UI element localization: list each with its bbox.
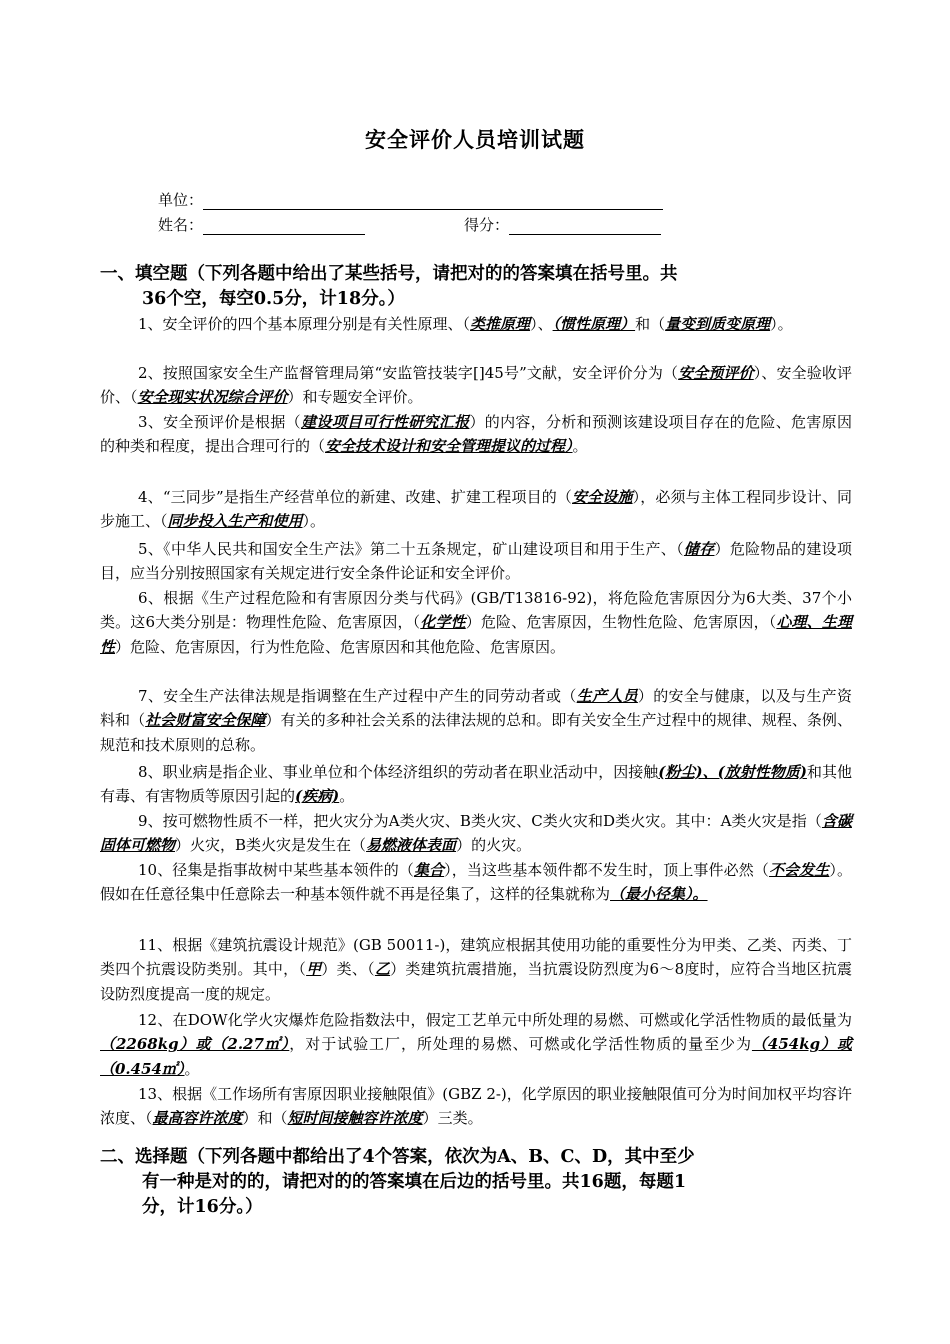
question-text: 和（ xyxy=(635,315,666,333)
question-text: ）的内容，分析和预测该建设项目存在的危险、危害原因的种类和程度，提出合理可行的（ xyxy=(100,413,852,456)
unit-field xyxy=(158,189,663,210)
answer-text: 同步投入生产和使用 xyxy=(167,512,303,531)
question-text: 1、安全评价的四个基本原理分别是有关性原理、（ xyxy=(138,315,471,333)
score-label: 得分： xyxy=(464,216,510,234)
question-text: 9、按可燃物性质不一样，把火灾分为A类火灾、B类火灾、C类火灾和D类火灾。其中：A类火灾是指（ xyxy=(138,812,822,830)
question-text: 。 xyxy=(184,1059,200,1078)
question-text: 2、按照国家安全生产监督管理局第“安监管技装字[]45号”文献，安全评价分为（ xyxy=(138,364,679,382)
question-text: 。 xyxy=(572,437,588,456)
question-text: 12、在DOW化学火灾爆炸危险指数法中，假定工艺单元中所处理的易燃、可燃或化学活性物质的最低量为 xyxy=(138,1011,852,1029)
question-text: ）、安全验收评价、（ xyxy=(100,364,852,407)
question-5 xyxy=(100,537,852,586)
question-2 xyxy=(100,361,852,410)
section-2-heading-line3: 分，计16分。） xyxy=(142,1197,263,1217)
answer-text: 安全设施 xyxy=(572,488,633,506)
question-text: 11、根据《建筑抗震设计规范》(GB 50011-)，建筑应根据其使用功能的重要性分为甲类、乙类、丙类、丁类四个抗震设防类别。其中，（ xyxy=(100,936,852,979)
question-text: ），当这些基本领件都不发生时，顶上事件必然（ xyxy=(444,861,769,879)
unit-blank[interactable] xyxy=(203,195,663,210)
question-10 xyxy=(100,858,852,907)
answer-text: (粉尘)、(放射性物质) xyxy=(658,763,807,781)
answer-text: 集合 xyxy=(413,861,445,879)
question-text: ）有关的多种社会关系的法律法规的总和。即有关安全生产过程中的规律、规程、条例、规范和技术原则的总称。 xyxy=(100,711,852,754)
question-8 xyxy=(100,760,852,809)
question-1 xyxy=(100,312,852,336)
question-text: 。 xyxy=(339,787,355,806)
question-text: ）。 xyxy=(770,315,793,333)
question-text: 8、职业病是指企业、事业单位和个体经济组织的劳动者在职业活动中，因接触 xyxy=(138,763,659,781)
section-1-heading-line1: 一、填空题（下列各题中给出了某些括号，请把对的的答案填在括号里。共 xyxy=(100,264,678,284)
section-2-heading-line1: 二、选择题（下列各题中都给出了4个答案，依次为A、B、C、D，其中至少 xyxy=(100,1147,695,1167)
question-text: 6、根据《生产过程危险和有害原因分类与代码》(GB/T13816-92)，将危险危害原因分为6大类、37个小类。这6大类分别是：物理性危险、危害原因，（ xyxy=(100,589,852,632)
question-text: ）和专题安全评价。 xyxy=(287,388,423,407)
page-title: 安全评价人员培训试题 xyxy=(365,127,585,152)
answer-text: 乙 xyxy=(374,960,391,979)
question-13 xyxy=(100,1082,852,1131)
answer-text: 含碳固体可燃物 xyxy=(100,812,852,855)
question-text: ）危险、危害原因，生物性危险、危害原因，（ xyxy=(465,613,777,632)
question-4 xyxy=(100,485,852,534)
question-text: ）危险、危害原因，行为性危险、危害原因和其他危险、危害原因。 xyxy=(115,637,566,656)
answer-text: 短时间接触容许浓度 xyxy=(287,1109,423,1128)
question-text: 和其他有毒、有害物质等原因引起的 xyxy=(100,763,852,806)
question-text: ）危险物品的建设项目，应当分别按照国家有关规定进行安全条件论证和安全评价。 xyxy=(100,540,852,583)
question-7 xyxy=(100,684,852,757)
question-11 xyxy=(100,933,852,1006)
question-text: 7、安全生产法律法规是指调整在生产过程中产生的同劳动者或（ xyxy=(138,687,577,705)
question-6 xyxy=(100,586,852,659)
question-text: ）类建筑抗震措施，当抗震设防烈度为6～8度时，应符合当地区抗震设防烈度提高一度的规定。 xyxy=(100,960,852,1003)
answer-text: （454kg）或（0.454㎡） xyxy=(100,1035,852,1078)
score-field xyxy=(464,214,661,235)
answer-text: 社会财富安全保障 xyxy=(145,711,266,730)
answer-text: 不会发生 xyxy=(768,861,830,879)
question-text: ）。 xyxy=(302,512,326,531)
question-text: 5、《中华人民共和国安全生产法》第二十五条规定，矿山建设项目和用于生产、（ xyxy=(138,540,684,558)
question-text: ）和（ xyxy=(242,1109,288,1128)
answer-text: 最高容许浓度 xyxy=(152,1109,243,1128)
answer-text: 生产人员 xyxy=(576,687,638,705)
question-text: ），必须与主体工程同步设计、同步施工、（ xyxy=(100,488,852,531)
question-12 xyxy=(100,1008,852,1081)
answer-text: 安全现实状况综合评价 xyxy=(137,388,288,407)
section-1-heading xyxy=(100,262,860,312)
answer-text: 心理、生理性 xyxy=(100,613,852,656)
question-text: ）的火灾。 xyxy=(456,836,532,855)
answer-text: （最小径集）。 xyxy=(610,885,708,904)
section-2-heading xyxy=(100,1145,860,1220)
name-label: 姓名： xyxy=(158,216,204,234)
section-2-heading-line2: 有一种是对的的，请把对的的答案填在后边的括号里。共16题，每题1 xyxy=(142,1172,687,1192)
answer-text: 量变到质变原理 xyxy=(665,315,771,333)
question-text: ）类、（ xyxy=(321,960,375,979)
question-text: ）、 xyxy=(530,315,553,333)
answer-text: 易燃液体表面 xyxy=(366,836,457,855)
question-text: ）的安全与健康，以及与生产资料和（ xyxy=(100,687,852,730)
answer-text: 类推原理 xyxy=(470,315,531,333)
answer-text: （2268kg）或（2.27㎡） xyxy=(100,1035,290,1054)
name-blank[interactable] xyxy=(203,220,365,235)
answer-text: (疾病) xyxy=(295,787,340,806)
question-text: ）三类。 xyxy=(422,1109,483,1128)
question-text: 3、安全预评价是根据（ xyxy=(138,413,301,431)
answer-text: （惯性原理） xyxy=(552,315,636,333)
answer-text: 建设项目可行性研究汇报 xyxy=(301,413,470,431)
question-text: 4、“三同步”是指生产经营单位的新建、改建、扩建工程项目的（ xyxy=(138,488,572,506)
section-1-heading-line2: 36个空，每空0.5分，计18分。） xyxy=(142,289,405,309)
question-text: ，对于试验工厂，所处理的易燃、可燃或化学活性物质的量至少为 xyxy=(289,1035,752,1054)
score-blank[interactable] xyxy=(509,220,661,235)
question-9 xyxy=(100,809,852,858)
question-text: 10、径集是指事故树中某些基本领件的（ xyxy=(138,861,414,879)
question-3 xyxy=(100,410,852,459)
answer-text: 安全技术设计和安全管理提议的过程） xyxy=(325,437,573,456)
answer-text: 化学性 xyxy=(420,613,466,632)
answer-text: 储存 xyxy=(683,540,715,558)
question-text: ）。假如在任意径集中任意除去一种基本领件就不再是径集了，这样的径集就称为 xyxy=(100,861,852,904)
answer-text: 安全预评价 xyxy=(678,364,754,382)
question-text: ）火灾，B类火灾是发生在（ xyxy=(175,836,367,855)
answer-text: 甲 xyxy=(306,960,322,979)
name-field xyxy=(158,214,365,235)
question-text: 13、根据《工作场所有害原因职业接触限值》(GBZ 2-)，化学原因的职业接触限值可分为时间加权平均容许浓度、（ xyxy=(100,1085,852,1128)
unit-label: 单位： xyxy=(158,191,204,209)
